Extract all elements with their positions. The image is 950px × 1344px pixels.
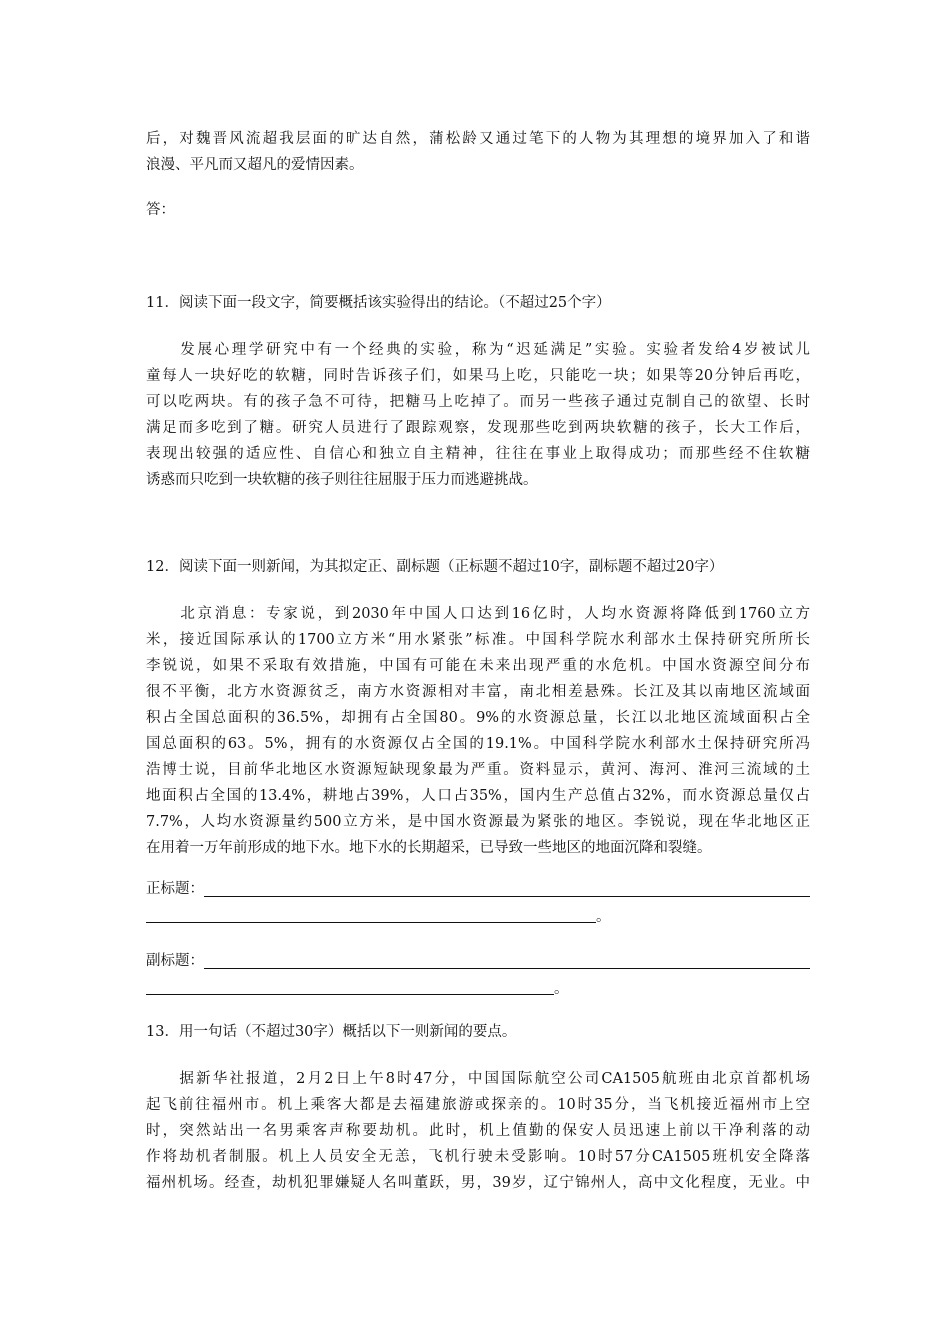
text-line: 诱惑而只吃到一块软糖的孩子则往往屈服于压力而逃避挑战。: [146, 472, 538, 488]
text-line: 满足而多吃到了糖。研究人员进行了跟踪观察，发现那些吃到两块软糖的孩子，长大工作后，: [146, 420, 810, 436]
q11-passage: [146, 337, 810, 493]
text-line: 很不平衡，北方水资源贫乏，南方水资源相对丰富，南北相差悬殊。长江及其以南地区流域面: [146, 684, 810, 700]
text-line: 可以吃两块。有的孩子急不可待，把糖马上吃掉了。而另一些孩子通过克制自己的欲望、长时: [146, 394, 810, 410]
text-line: 发展心理学研究中有一个经典的实验，称为“迟延满足”实验。实验者发给4岁被试儿: [146, 342, 810, 358]
text-line: 童每人一块好吃的软糖，同时告诉孩子们，如果马上吃，只能吃一块；如果等20分钟后再吃，: [146, 368, 810, 384]
text-line: 作将劫机者制服。机上人员安全无恙，飞机行驶未受影响。10时57分CA1505班机安全降落: [146, 1149, 810, 1165]
sub-title-line-2[interactable]: [146, 994, 554, 995]
text-line: 地面积占全国的13.4%，耕地占39%，人口占35%，国内生产总值占32%，而水资源总量仅占: [146, 788, 810, 804]
text-line: 表现出较强的适应性、自信心和独立自主精神，往往在事业上取得成功；而那些经不住软糖: [146, 446, 810, 462]
main-title-field[interactable]: [146, 876, 810, 928]
main-title-line-2[interactable]: [146, 922, 596, 923]
text-line: 国总面积的63。5%，拥有的水资源仅占全国的19.1%。中国科学院水利部水土保持研究所冯: [146, 736, 810, 752]
q12-passage: [146, 601, 810, 861]
sub-title-field[interactable]: [146, 948, 810, 1000]
text-line: 李锐说，如果不采取有效措施，中国有可能在未来出现严重的水危机。中国水资源空间分布: [146, 658, 810, 674]
text-line: 福州机场。经查，劫机犯罪嫌疑人名叫董跃，男，39岁，辽宁锦州人，高中文化程度，无业。中: [146, 1175, 810, 1191]
sub-title-label: 副标题：: [146, 953, 204, 969]
q13-passage: [146, 1066, 810, 1196]
q12-prompt: 12．阅读下面一则新闻，为其拟定正、副标题（正标题不超过10字，副标题不超过20字）: [146, 559, 724, 575]
text-line: 后，对魏晋风流超我层面的旷达自然，蒲松龄又通过笔下的人物为其理想的境界加入了和谐: [146, 131, 810, 147]
main-title-line[interactable]: [204, 896, 810, 897]
q11-prompt: 11．阅读下面一段文字，简要概括该实验得出的结论。（不超过25个字）: [146, 295, 611, 311]
text-line: 浪漫、平凡而又超凡的爱情因素。: [146, 157, 364, 173]
text-line: 浩博士说，目前华北地区水资源短缺现象最为严重。资料显示，黄河、海河、淮河三流域的土: [146, 762, 810, 778]
main-title-label: 正标题：: [146, 881, 204, 897]
sub-title-line[interactable]: [204, 968, 810, 969]
q13-prompt: 13．用一句话（不超过30字）概括以下一则新闻的要点。: [146, 1024, 517, 1040]
text-line: 北京消息：专家说，到2030年中国人口达到16亿时，人均水资源将降低到1760立方: [146, 606, 810, 622]
text-line: 时，突然站出一名男乘客声称要劫机。此时，机上值勤的保安人员迅速上前以干净利落的动: [146, 1123, 810, 1139]
text-line: 在用着一万年前形成的地下水。地下水的长期超采，已导致一些地区的地面沉降和裂缝。: [146, 840, 712, 856]
text-line: 米，接近国际承认的1700立方米“用水紧张”标准。中国科学院水利部水土保持研究所所长: [146, 632, 810, 648]
text-line: 起飞前往福州市。机上乘客大都是去福建旅游或探亲的。10时35分，当飞机接近福州市上空: [146, 1097, 810, 1113]
answer-label: 答：: [146, 202, 175, 218]
text-line: 据新华社报道，2月2日上午8时47分，中国国际航空公司CA1505航班由北京首都机场: [146, 1071, 810, 1087]
end-mark: 。: [596, 909, 611, 925]
intro-paragraph: [146, 126, 810, 178]
text-line: 7.7%，人均水资源量约500立方米，是中国水资源最为紧张的地区。李锐说，现在华北地区正: [146, 814, 810, 830]
end-mark: 。: [554, 981, 569, 997]
text-line: 积占全国总面积的36.5%，却拥有占全国80。9%的水资源总量，长江以北地区流域面积占全: [146, 710, 810, 726]
